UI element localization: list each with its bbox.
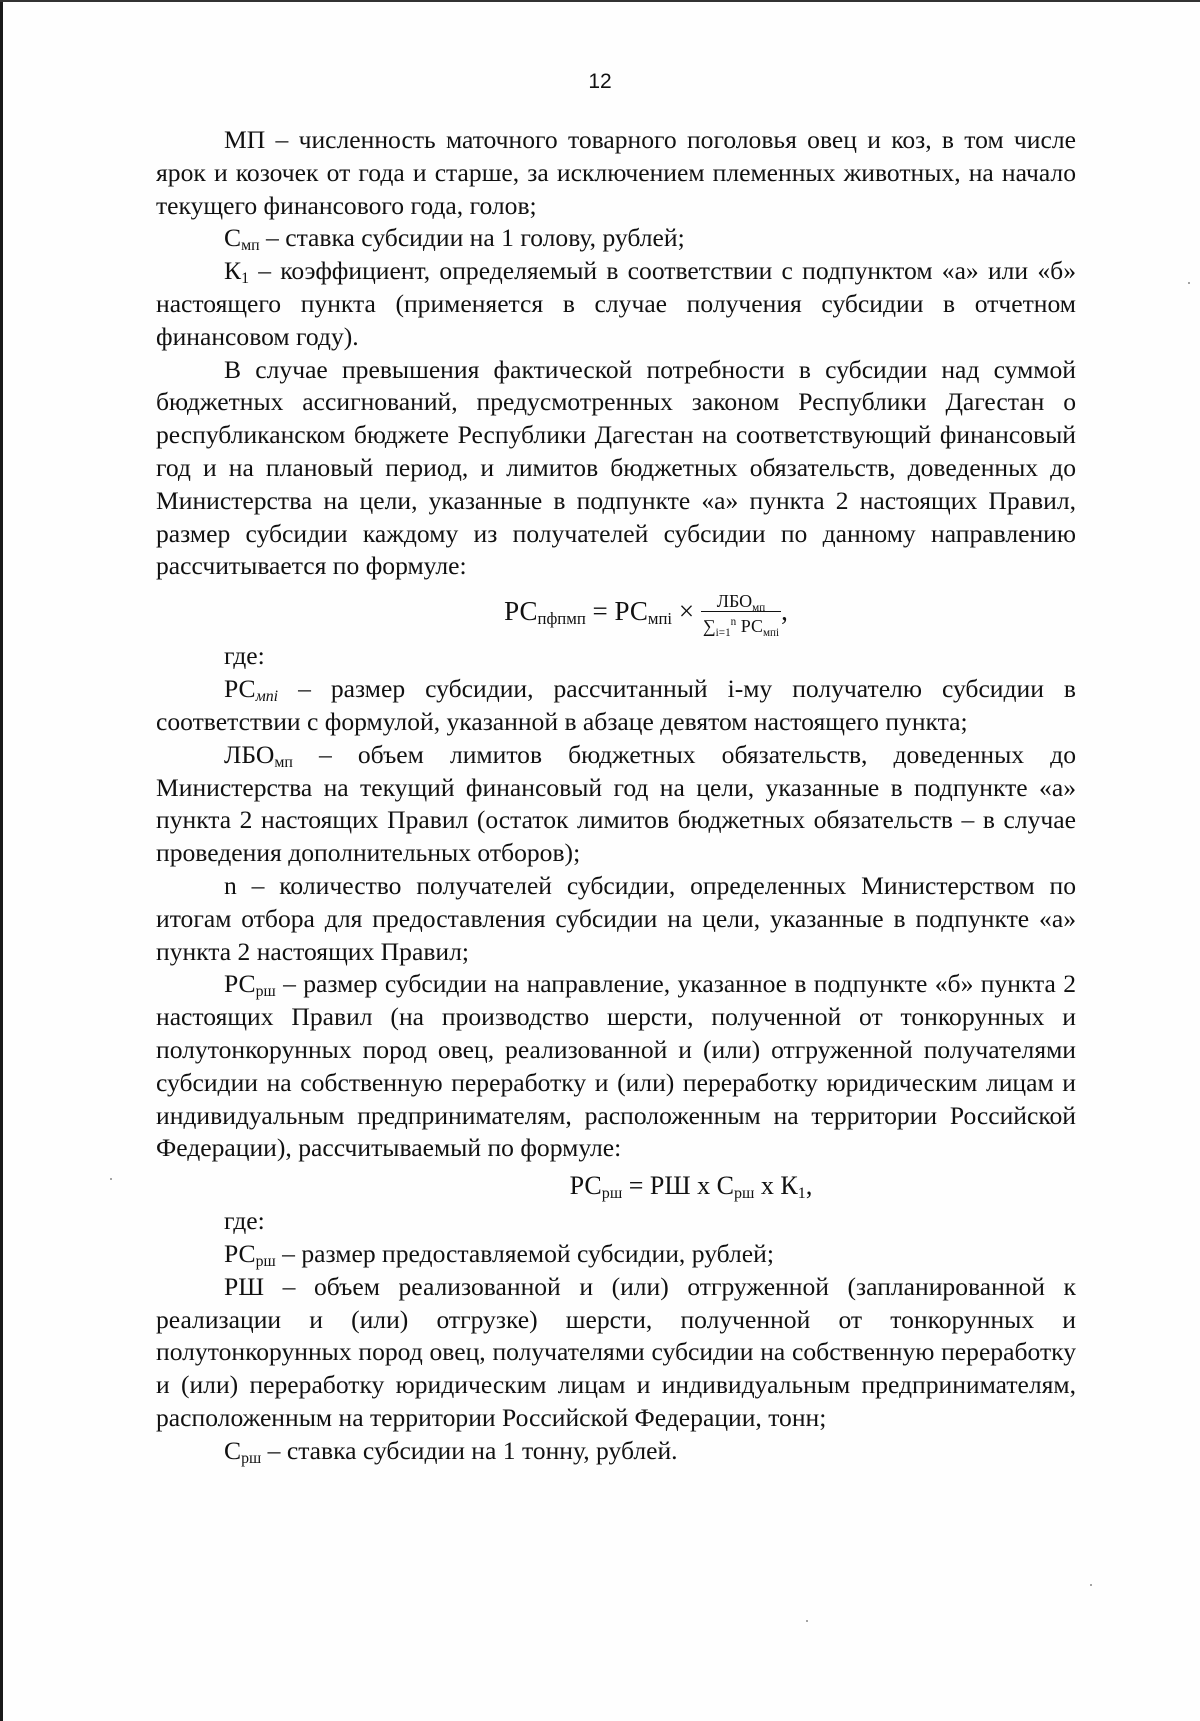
- scan-edge: [0, 0, 3, 1721]
- paragraph-cmp: [156, 222, 1076, 255]
- symbol-subscript: мпi: [255, 688, 279, 706]
- symbol-subscript: рш: [255, 983, 276, 1001]
- paragraph-mp: МП – численность маточного товарного поголовья овец и коз, в том числе ярок и козочек от года и старше, за исключением племенных животных, на начало текущего финансового года, голов;: [156, 125, 1076, 220]
- denominator-subscript: мпi: [762, 627, 780, 640]
- denominator-symbol: РС: [736, 616, 763, 637]
- definition-text: – коэффициент, определяемый в соответствии с подпунктом «а» или «б» настоящего пункта (применяется в случае получения субсидии в отчетном финансовом году).: [156, 256, 1076, 351]
- definition-text: – размер субсидии, рассчитанный i-му получателю субсидии в соответствии с формулой, указанной в абзаце девятом настоящего пункта;: [156, 674, 1076, 737]
- formula-rs-pfpmp: [156, 591, 1076, 640]
- definition-text: – ставка субсидии на 1 тонну, рублей.: [261, 1435, 678, 1465]
- fraction-denominator: [701, 612, 781, 640]
- scan-speck: [1188, 282, 1190, 284]
- symbol: РС: [224, 674, 256, 704]
- symbol-subscript: рш: [241, 1449, 262, 1467]
- sum-lower-limit: i=1: [715, 627, 731, 640]
- definition-text: – размер предоставляемой субсидии, рублей;: [275, 1239, 774, 1268]
- symbol-subscript: мп: [274, 753, 293, 771]
- formula-lhs: РС: [504, 596, 538, 627]
- formula-times: ×: [672, 596, 701, 627]
- formula-rhs-subscript: мпi: [647, 609, 673, 629]
- paragraph-where-2: где:: [224, 1206, 265, 1236]
- symbol: РС: [224, 1239, 256, 1268]
- paragraph-where: где:: [224, 641, 265, 671]
- formula-lhs-subscript: пфпмп: [537, 609, 586, 629]
- formula-tail: ,: [805, 1171, 813, 1201]
- numerator-symbol: ЛБО: [716, 591, 753, 612]
- numerator-subscript: мп: [752, 602, 766, 615]
- scan-edge-top: [0, 0, 1200, 2]
- sum-upper-limit: n: [730, 616, 737, 629]
- symbol: РС: [224, 969, 256, 999]
- formula-lhs-subscript: рш: [601, 1185, 623, 1203]
- symbol: С: [224, 1435, 242, 1465]
- paragraph-rsh: РШ – объем реализованной и (или) отгруженной (запланированной к реализации и (или) отгрузке) шерсти, полученной от тонкорунных и полутонкорунных пород овец, получателями субсидии на собственную переработку и (или) переработку юридическим лицам и индивидуальным предпринимателям, расположенным на территории Российской Федерации, тонн;: [156, 1271, 1076, 1432]
- formula-lhs: РС: [569, 1171, 602, 1201]
- paragraph-rs-rsh: [156, 968, 1076, 1165]
- symbol: ЛБО: [224, 739, 275, 769]
- formula-rest: х К: [754, 1171, 798, 1201]
- fraction-numerator: [701, 591, 781, 615]
- scan-speck: [806, 1620, 808, 1622]
- definition-text: – ставка субсидии на 1 голову, рублей;: [259, 223, 685, 253]
- document-body: [156, 124, 1076, 1468]
- formula-rhs: РС: [614, 596, 648, 627]
- symbol-subscript: 1: [241, 270, 250, 288]
- symbol-subscript: мп: [241, 237, 260, 255]
- symbol: К: [224, 256, 242, 286]
- formula-mid: = РШ х С: [622, 1171, 734, 1201]
- paragraph-c-rsh: [156, 1435, 1076, 1468]
- paragraph-rs-rsh-def: [156, 1238, 1076, 1271]
- paragraph-k1: [156, 255, 1076, 353]
- sum-symbol: ∑: [702, 616, 716, 637]
- symbol-subscript: рш: [255, 1253, 276, 1270]
- formula-mid-subscript: рш: [733, 1185, 755, 1203]
- paragraph-excess-case: В случае превышения фактической потребности в субсидии над суммой бюджетных ассигнований, предусмотренных законом Республики Дагестан о республиканском бюджете Республики Дагестан на соответствующий финансовый год и на плановый период, и лимитов бюджетных обязательств, доведенных до Министерства на цели, указанные в подпункте «а» пункта 2 настоящих Правил, размер субсидии каждому из получателей субсидии по данному направлению рассчитывается по формуле:: [156, 354, 1076, 581]
- formula-rs-rsh: [156, 1169, 1076, 1203]
- formula-tail: ,: [781, 596, 788, 627]
- formula-fraction: [701, 591, 781, 640]
- definition-text: – размер субсидии на направление, указанное в подпункте «б» пункта 2 настоящих Правил (на производство шерсти, полученной от тонкорунных и полутонкорунных пород овец, реализованной и (или) отгруженной получателями субсидии на собственную переработку и (или) переработку юридическим лицам и индивидуальным предпринимателям, расположенным на территории Российской Федерации), рассчитываемый по формуле:: [156, 969, 1076, 1163]
- definition-text: – объем лимитов бюджетных обязательств, доведенных до Министерства на текущий финансовый год на цели, указанные в подпункте «а» пункта 2 настоящих Правил (остаток лимитов бюджетных обязательств – в случае проведения дополнительных отборов);: [156, 739, 1076, 868]
- formula-rest-subscript: 1: [797, 1185, 806, 1203]
- paragraph-lbo-mp: [156, 739, 1076, 870]
- paragraph-rs-mpi: [156, 673, 1076, 739]
- formula-equals: =: [585, 596, 615, 627]
- page-number: 12: [588, 70, 612, 93]
- symbol: С: [224, 223, 242, 253]
- paragraph-n: n – количество получателей субсидии, определенных Министерством по итогам отбора для предоставления субсидии на цели, указанные в подпункте «а» пункта 2 настоящих Правил;: [156, 871, 1076, 966]
- scan-speck: [1090, 1584, 1092, 1586]
- scan-speck: [110, 1178, 112, 1180]
